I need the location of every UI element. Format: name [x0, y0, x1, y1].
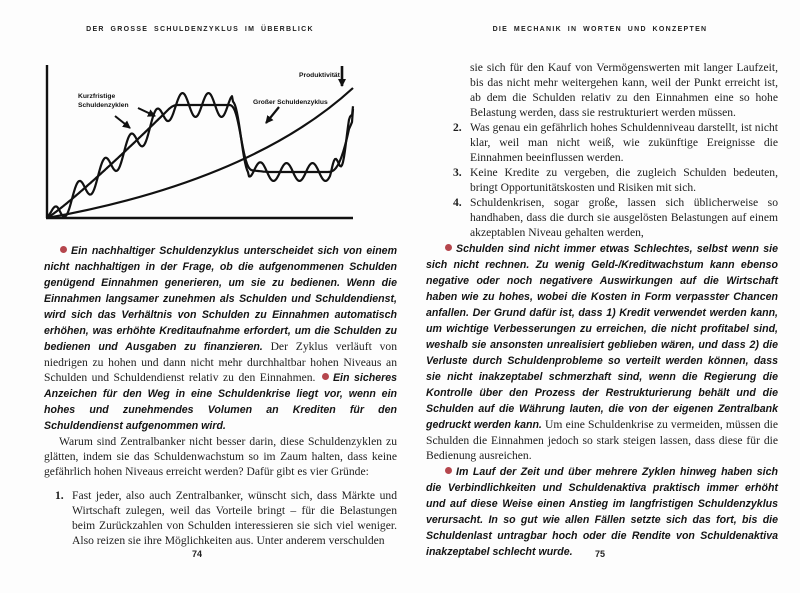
list-item-number: 1.: [55, 489, 64, 502]
list-item: [426, 120, 778, 165]
key-point-text: Ein nachhaltiger Schuldenzyklus unterscheidet sich von einem nicht nachhaltigen in der Frage, ob die aufgenommenen Schulden genügend Einnahmen generieren, um sie zu bedienen. Wenn die Einnahmen langsamer zunehmen als Schulden und Schuldendienst, wird sich das Verhältnis von Schulden zu Einnahmen automatisch erhöhen, was erhöhte Kreditaufnahme erfordert, um die Schulden zu bedienen und Ausgaben zu finanzieren.: [44, 245, 397, 353]
red-bullet-icon: [60, 246, 67, 253]
short-term-cycles-curve: [47, 93, 353, 218]
list-item-text: Fast jeder, also auch Zentralbanker, wünscht sich, dass Märkte und Wirtschaft zulegen, weil das Vorteile bringt – für die Belastungen beim Zurückzahlen von Schulden interessieren sie sich viel weniger. Also reizen sie ihre Möglichkeiten aus. Unter anderem verschulden: [72, 489, 397, 547]
red-bullet-icon: [445, 244, 452, 251]
short-cycles-label-line2: Schuldenzyklen: [78, 102, 129, 109]
numbered-list: [44, 488, 397, 548]
running-head-right: DIE MECHANIK IN WORTEN UND KONZEPTEN: [492, 26, 708, 33]
right-text-column: [426, 60, 778, 560]
big-cycle-label: Großer Schuldenzyklus: [253, 99, 328, 106]
left-text-column: [44, 243, 397, 548]
list-item-text: Was genau ein gefährlich hohes Schuldenniveau darstellt, ist nicht klar, weil man nicht weiß, wie zukünftige Ereignisse die Einnahmen beeinflussen werden.: [470, 121, 778, 164]
body-text: Um eine Schuldenkrise zu vermeiden, müssen die Schulden die Einnahmen jedoch so stark steigen lassen, dass diese für die Bedienung ausreichen.: [426, 418, 778, 462]
running-head-left: DER GROSSE SCHULDENZYKLUS IM ÜBERBLICK: [86, 26, 314, 33]
debt-cycle-chart: [40, 57, 400, 242]
productivity-label: Produktivität: [299, 72, 340, 79]
list-item-number: 3.: [453, 166, 462, 179]
key-point-paragraph: [426, 464, 778, 560]
numbered-list: [426, 120, 778, 240]
short-cycles-arrow-icon-2: [138, 108, 155, 116]
big-cycle-arrow-icon: [266, 107, 279, 123]
short-cycles-arrow-icon-1: [115, 116, 130, 128]
page-number-left: 74: [191, 549, 202, 559]
list-item: [426, 165, 778, 195]
key-point-paragraph: [426, 241, 778, 463]
list-item-text: Keine Kredite zu vergeben, die zugleich Schulden bedeuten, bringt Opportunitätskosten und Risiken mit sich.: [470, 166, 778, 194]
key-point-text: Im Lauf der Zeit und über mehrere Zyklen hinweg haben sich die Verbindlichkeiten und Schuldenaktiva praktisch immer erhöht und auf diese Weise einen Anstieg im langfristigen Schuldenzyklus verursacht. In so gut wie allen Fällen setzte sich das fort, bis die Schuldenlast untragbar hoch oder die Rendite von Schuldenaktiva inakzeptabel schlecht wurde.: [426, 466, 778, 558]
list-item-text: Schuldenkrisen, sogar große, lassen sich üblicherweise so handhaben, dass die durch sie ausgelösten Belastungen auf einem akzeptablen Niveau gehalten werden,: [470, 196, 778, 239]
list-item-continuation: sie sich für den Kauf von Vermögenswerten mit langer Laufzeit, bis das nicht mehr weitergehen kann, weil der Punkt erreicht ist, ab dem die Schulden relativ zu den Einnahmen eine so hohe Belastung werden, dass sie restrukturiert werden müssen.: [470, 61, 778, 119]
body-paragraph: Warum sind Zentralbanker nicht besser darin, diese Schuldenzyklen zu glätten, indem sie das Schuldenwachstum so im Zaum halten, dass keine gefährlich hohen Niveaus erreicht werden? Dafür gibt es vier Gründe:: [44, 435, 397, 478]
red-bullet-icon: [445, 467, 452, 474]
list-item-number: 2.: [453, 121, 462, 134]
list-item-number: 4.: [453, 196, 462, 209]
body-text: Der Zyklus verläuft von niedrigen zu hohen und dann nicht mehr durchhaltbar hohen Niveaus an Schulden und Schuldendienst relativ zu den Einnahmen.: [44, 340, 397, 384]
page-number-right: 75: [594, 549, 605, 559]
list-item: [44, 488, 397, 548]
list-item: [426, 195, 778, 240]
key-point-text: Schulden sind nicht immer etwas Schlechtes, selbst wenn sie sich nicht rechnen. Zu wenig Geld-/Kreditwachstum kann ebenso negative oder noch negativere Auswirkungen auf die Wirtschaft haben wie zu hohes, wobei die Kosten in Form verpasster Chancen anfallen. Der Grund dafür ist, dass 1) Kredit verwendet werden kann, um wichtige Verbesserungen zu erreichen, die nicht profitabel sind, weshalb sie ansonsten unrealisiert geblieben wären, und dass 2) die Verluste durch Schuldenprobleme so verteilt werden können, dass sie nicht inakzeptabel schmerzhaft sind, wenn die Regierung die Kontrolle über den Prozess der Restrukturierung behält und die Schulden auf die Währung lauten, die von der eigenen Zentralbank gedruckt werden kann.: [426, 243, 778, 431]
short-cycles-label-line1: Kurzfristige: [78, 93, 116, 100]
big-debt-cycle-curve: [47, 105, 353, 218]
red-bullet-icon: [322, 373, 329, 380]
key-point-text: Ein sicheres Anzeichen für den Weg in eine Schuldenkrise liegt vor, wenn ein hohes und zunehmendes Volumen an Krediten für den Schuldendienst aufgenommen wird.: [44, 372, 398, 432]
key-point-paragraph: [44, 243, 397, 434]
